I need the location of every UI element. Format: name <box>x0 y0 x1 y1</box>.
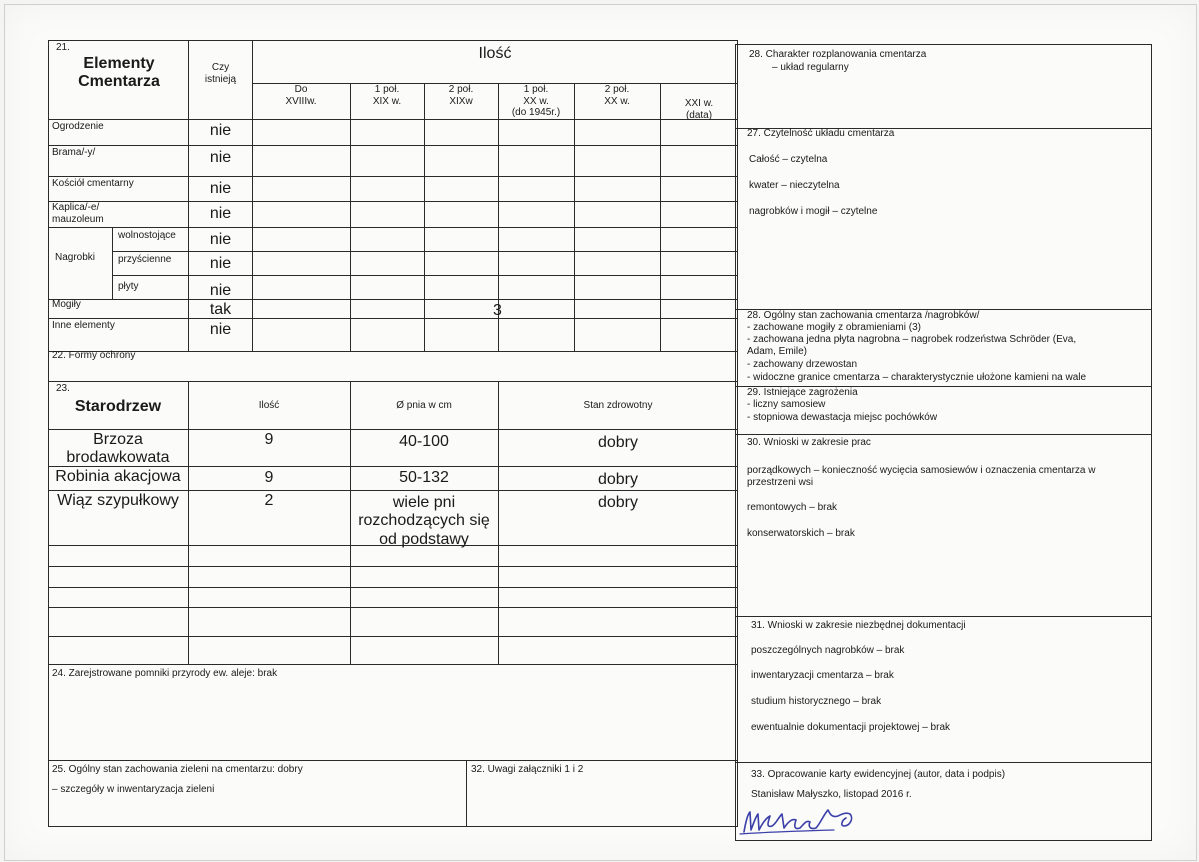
section-27-title: 27. Czytelność układu cmentarza <box>747 128 895 139</box>
col-header-ilosc: Ilość <box>258 400 280 411</box>
section-32-label: 32. Uwagi załączniki 1 i 2 <box>471 764 584 775</box>
section-29-line-0: - liczny samosiew <box>747 399 826 410</box>
section-28a-title: 28. Charakter rozplanowania cmentarza <box>749 49 927 60</box>
mogily-count: 3 <box>493 302 502 319</box>
section-24-label: 24. Zarejstrowane pomniki przyrody ew. aleje: brak <box>52 668 278 679</box>
czy-istnieja-header: Czy istnieją <box>204 62 237 85</box>
row-value-przyscienne: nie <box>209 255 232 272</box>
section-27-item-2: nagrobków i mogił – czytelne <box>749 206 878 217</box>
row-label-mogily: Mogiły <box>52 299 81 310</box>
tree-health-1: dobry <box>597 471 639 488</box>
section-28b-line-1: - zachowana jedna płyta nagrobna – nagrobek rodzeństwa Schröder (Eva, <box>747 334 1077 345</box>
section-22-label: 22. Formy ochrony <box>52 350 136 361</box>
row-value-brama: nie <box>209 149 232 166</box>
section-25-line2: – szczegóły w inwentaryzacja zieleni <box>52 784 215 795</box>
period-header-0: Do XVIIIw. <box>285 84 317 107</box>
row-value-kaplica: nie <box>209 205 232 222</box>
tree-name-2: Wiąz szypułkowy <box>57 492 179 509</box>
row-label-wolnostojace: wolnostojące <box>118 230 176 241</box>
period-header-4: 2 poł. XX w. <box>604 84 630 107</box>
row-label-plyty: płyty <box>118 281 139 292</box>
section-28a-item: – układ regularny <box>772 62 849 73</box>
section-31-item-0: poszczególnych nagrobków – brak <box>751 645 905 656</box>
section-30-line1: porządkowych – konieczność wycięcia samosiewów i oznaczenia cmentarza w <box>747 465 1096 476</box>
row-value-inne: nie <box>209 321 232 338</box>
tree-count-0: 9 <box>264 431 274 448</box>
col-header-piersnica: Ø pnia w cm <box>396 400 452 411</box>
row-value-wolnostojace: nie <box>209 231 232 248</box>
section-23-number: 23. <box>56 383 70 394</box>
section-21-title: Elementy Cmentarza <box>78 55 160 91</box>
col-header-stan: Stan zdrowotny <box>583 400 653 411</box>
section-27-item-1: kwater – nieczytelna <box>749 180 840 191</box>
section-30-line4: konserwatorskich – brak <box>747 528 855 539</box>
row-label-przyscienne: przyścienne <box>118 254 172 265</box>
section-30-line3: remontowych – brak <box>747 502 838 513</box>
section-33-title: 33. Opracowanie karty ewidencyjnej (autor, data i podpis) <box>751 769 1006 780</box>
tree-diameter-2: wiele pni rozchodzących się od podstawy <box>358 494 490 548</box>
period-header-5: XXI w. (data) <box>684 98 714 121</box>
period-header-1: 1 poł. XIX w. <box>372 84 402 107</box>
row-value-ogrodzenie: nie <box>209 122 232 139</box>
section-31-item-1: inwentaryzacji cmentarza – brak <box>751 670 894 681</box>
row-label-kosciol: Kościół cmentarny <box>52 178 134 189</box>
row-label-kaplica: Kaplica/-e/ mauzoleum <box>52 202 104 225</box>
tree-count-2: 2 <box>264 492 274 509</box>
section-29-title: 29. Istniejące zagrożenia <box>747 387 858 398</box>
period-header-3: 1 poł. XX w. (do 1945r.) <box>511 84 561 118</box>
tree-health-2: dobry <box>597 494 639 511</box>
row-label-nagrobki: Nagrobki <box>55 252 96 263</box>
section-28b-line-4: - widoczne granice cmentarza – charakterystycznie ułożone kamieni na wale <box>747 372 1087 383</box>
author-signature <box>738 800 868 840</box>
section-31-item-3: ewentualnie dokumentacji projektowej – brak <box>751 722 951 733</box>
section-28b-line-0: - zachowane mogiły z obramieniami (3) <box>747 322 921 333</box>
row-value-mogily: tak <box>209 301 232 318</box>
section-30-title: 30. Wnioski w zakresie prac <box>747 437 871 448</box>
tree-diameter-0: 40-100 <box>399 433 449 450</box>
section-28b-line-3: - zachowany drzewostan <box>747 359 858 370</box>
tree-name-1: Robinia akacjowa <box>55 468 181 485</box>
row-value-plyty: nie <box>209 282 232 299</box>
section-31-title: 31. Wnioski w zakresie niezbędnej dokumentacji <box>751 620 966 631</box>
section-27-item-0: Całość – czytelna <box>749 154 828 165</box>
tree-count-1: 9 <box>264 469 274 486</box>
section-28b-title: 28. Ogólny stan zachowania cmentarza /nagrobków/ <box>747 310 980 321</box>
ilosc-header: Ilość <box>478 45 512 62</box>
section-25-line1: 25. Ogólny stan zachowania zieleni na cmentarzu: dobry <box>52 764 303 775</box>
tree-name-0: Brzoza brodawkowata <box>66 431 170 467</box>
section-23-title: Starodrzew <box>74 398 162 415</box>
row-label-ogrodzenie: Ogrodzenie <box>52 121 104 132</box>
row-label-inne: Inne elementy <box>52 320 115 331</box>
row-label-brama: Brama/-y/ <box>52 147 96 158</box>
row-value-kosciol: nie <box>209 180 232 197</box>
tree-diameter-1: 50-132 <box>399 469 449 486</box>
section-29-line-1: - stopniowa dewastacja miejsc pochówków <box>747 412 938 423</box>
section-21-number: 21. <box>56 42 70 53</box>
section-33-author: Stanisław Małyszko, listopad 2016 r. <box>751 789 912 800</box>
section-30-line2: przestrzeni wsi <box>747 477 814 488</box>
period-header-2: 2 poł. XIXw <box>448 84 474 107</box>
section-31-item-2: studium historycznego – brak <box>751 696 882 707</box>
tree-health-0: dobry <box>597 434 639 451</box>
section-28b-line-2: Adam, Emile) <box>747 346 808 357</box>
